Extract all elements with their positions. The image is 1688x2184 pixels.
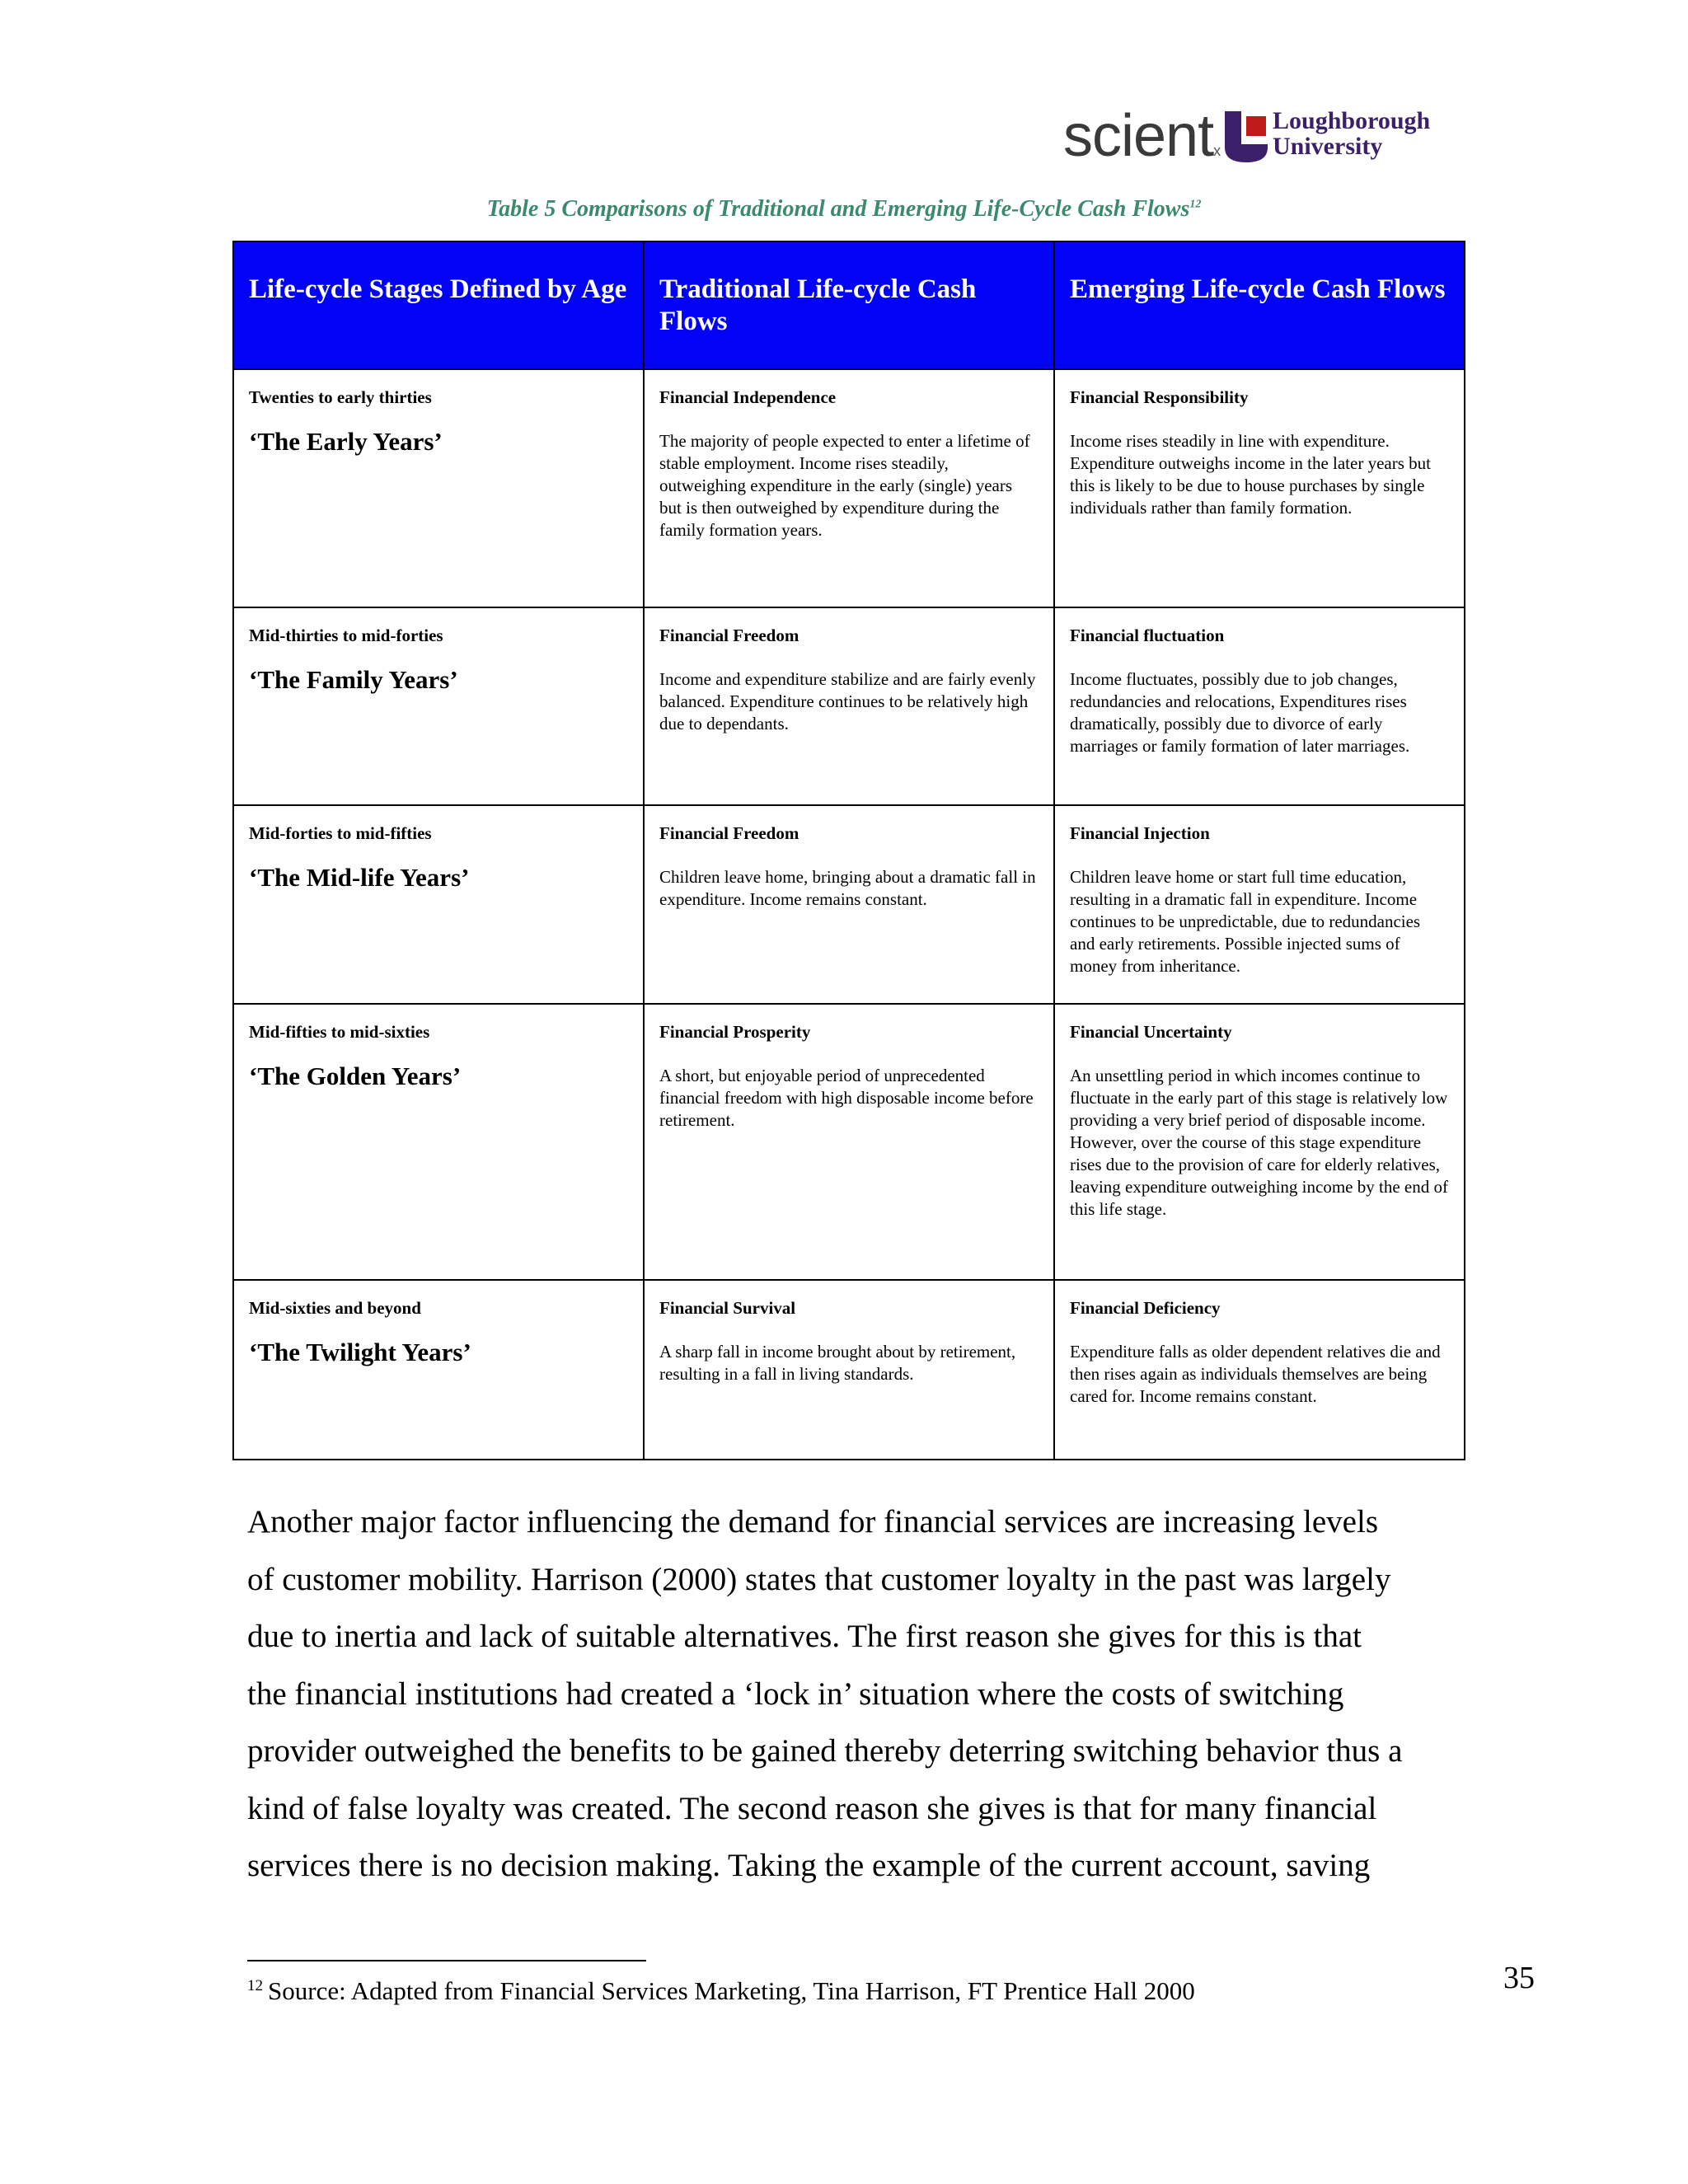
stage-nickname: ‘The Twilight Years’ (249, 1338, 471, 1366)
emerging-desc: Children leave home or start full time education, resulting in a dramatic fall in expenditure. Income continues to be unpredictable, due to redundancies and early retirements. Possible injected sums of money from inheritance. (1070, 867, 1421, 976)
stage-age: Mid-forties to mid-fifties (249, 823, 432, 843)
caption-footnote-ref: 12 (1189, 198, 1202, 211)
traditional-desc: Income and expenditure stabilize and are fairly evenly balanced. Expenditure continues to be relatively high due to dependants. (659, 669, 1036, 733)
emerging-desc: Income fluctuates, possibly due to job changes, redundancies and relocations, Expenditures rises dramatically, possibly due to divorce of early marriages or family formation of later marriages. (1070, 669, 1410, 756)
body-line: due to inertia and lack of suitable alternatives. The first reason she gives for this is that (247, 1619, 1362, 1654)
traditional-desc: The majority of people expected to enter a lifetime of stable employment. Income rises steadily, outweighing expenditure in the early (single) years but is then outweighed by expenditure during the family formation years. (659, 431, 1030, 540)
body-line: provider outweighed the benefits to be gained thereby deterring switching behavior thus a (247, 1733, 1403, 1769)
stage-nickname: ‘The Golden Years’ (249, 1062, 462, 1090)
lifecycle-table (232, 241, 1465, 1460)
header-logos (1063, 103, 1442, 169)
stage-cell (233, 1280, 644, 1460)
header-cell-traditional: Traditional Life-cycle Cash Flows (644, 241, 1054, 369)
traditional-cell (644, 1280, 1054, 1460)
footnote-divider (247, 1960, 646, 1961)
traditional-cell (644, 805, 1054, 1004)
emerging-cell (1054, 369, 1465, 607)
traditional-desc: A sharp fall in income brought about by retirement, resulting in a fall in living standards. (659, 1342, 1016, 1384)
stage-nickname: ‘The Family Years’ (249, 665, 458, 694)
table-row (233, 805, 1465, 1004)
stage-nickname: ‘The Mid-life Years’ (249, 863, 470, 892)
emerging-cell (1054, 1280, 1465, 1460)
body-line: Another major factor influencing the demand for financial services are increasing levels (247, 1504, 1379, 1540)
table-row (233, 1004, 1465, 1280)
table-row (233, 607, 1465, 805)
emerging-cell (1054, 1004, 1465, 1280)
emerging-title: Financial Uncertainty (1070, 1022, 1232, 1042)
footnote-text: Source: Adapted from Financial Services Marketing, Tina Harrison, FT Prentice Hall 2000 (268, 1976, 1195, 2005)
emerging-desc: Expenditure falls as older dependent relatives die and then rises again as individuals themselves are being cared for. Income remains constant. (1070, 1342, 1441, 1406)
emerging-cell (1054, 805, 1465, 1004)
loughborough-shield-icon (1225, 111, 1268, 162)
table-header-row (233, 241, 1465, 369)
footnote-mark: 12 (247, 1976, 263, 1994)
traditional-title: Financial Prosperity (659, 1022, 811, 1042)
footnote (247, 1976, 1195, 2006)
body-line: kind of false loyalty was created. The second reason she gives is that for many financial (247, 1790, 1377, 1826)
traditional-desc: Children leave home, bringing about a dramatic fall in expenditure. Income remains constant. (659, 867, 1036, 909)
stage-cell (233, 607, 644, 805)
body-paragraph (247, 1493, 1459, 1895)
stage-nickname: ‘The Early Years’ (249, 427, 443, 456)
emerging-title: Financial Injection (1070, 823, 1210, 843)
emerging-title: Financial fluctuation (1070, 626, 1225, 645)
stage-cell (233, 369, 644, 607)
scient-logo: scientx (1063, 103, 1221, 169)
table-row (233, 1280, 1465, 1460)
stage-age: Mid-sixties and beyond (249, 1298, 421, 1318)
table-caption: Table 5 Comparisons of Traditional and Emerging Life-Cycle Cash Flows$^{12}$ (486, 196, 1202, 222)
stage-cell (233, 1004, 644, 1280)
stage-cell (233, 805, 644, 1004)
stage-age: Mid-thirties to mid-forties (249, 626, 443, 645)
body-line: of customer mobility. Harrison (2000) states that customer loyalty in the past was largely (247, 1561, 1391, 1597)
body-line: services there is no decision making. Taking the example of the current account, saving (247, 1848, 1371, 1883)
body-line: the financial institutions had created a ‘lock in’ situation where the costs of switching (247, 1675, 1344, 1712)
traditional-cell (644, 607, 1054, 805)
table-row (233, 369, 1465, 607)
traditional-cell (644, 1004, 1054, 1280)
traditional-title: Financial Freedom (659, 626, 799, 645)
stage-age: Mid-fifties to mid-sixties (249, 1022, 430, 1042)
traditional-desc: A short, but enjoyable period of unprecedented financial freedom with high disposable income before retirement. (659, 1066, 1034, 1130)
page-number: 35 (1503, 1961, 1535, 1995)
traditional-cell (644, 369, 1054, 607)
traditional-title: Financial Freedom (659, 823, 799, 843)
loughborough-wordmark: Loughborough University (1273, 107, 1431, 160)
header-cell-emerging: Emerging Life-cycle Cash Flows (1054, 241, 1465, 369)
traditional-title: Financial Survival (659, 1298, 796, 1318)
stage-age: Twenties to early thirties (249, 387, 432, 407)
emerging-title: Financial Deficiency (1070, 1298, 1221, 1318)
traditional-title: Financial Independence (659, 387, 837, 407)
emerging-title: Financial Responsibility (1070, 387, 1249, 407)
emerging-cell (1054, 607, 1465, 805)
emerging-desc: An unsettling period in which incomes continue to fluctuate in the early part of this stage is relatively low providing a very brief period of disposable income. However, over the course of this stage expenditure rises due to the provision of care for elderly relatives, leaving expenditure outweighing income by the end of this life stage. (1070, 1066, 1448, 1219)
header-cell-stages: Life-cycle Stages Defined by Age (233, 241, 644, 369)
emerging-desc: Income rises steadily in line with expenditure. Expenditure outweighs income in the later years but this is likely to be due to house purchases by single individuals rather than family formation. (1070, 431, 1431, 518)
